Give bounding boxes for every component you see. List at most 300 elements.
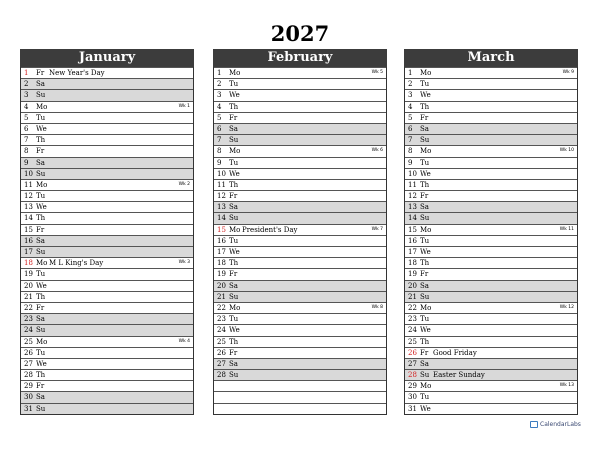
day-number: 15 bbox=[408, 225, 417, 234]
day-number: 24 bbox=[408, 326, 417, 335]
day-number: 30 bbox=[24, 393, 33, 402]
day-number: 20 bbox=[217, 281, 226, 290]
weekday: Fr bbox=[420, 192, 429, 201]
day-number: 2 bbox=[24, 80, 29, 89]
day-number: 10 bbox=[24, 169, 33, 178]
weekday: Mo bbox=[420, 69, 432, 77]
weekday: Sa bbox=[229, 281, 238, 290]
day-number: 3 bbox=[408, 91, 413, 100]
weekday: Sa bbox=[229, 359, 238, 368]
weekday: Su bbox=[229, 292, 239, 301]
day-number: 8 bbox=[408, 147, 413, 156]
day-row bbox=[21, 336, 193, 347]
day-row bbox=[405, 145, 577, 156]
day-row bbox=[405, 78, 577, 89]
weekday: We bbox=[420, 248, 431, 256]
weekday: Fr bbox=[229, 348, 238, 357]
weekday: Tu bbox=[420, 80, 430, 89]
day-row bbox=[405, 201, 577, 212]
weekday: Sa bbox=[420, 124, 429, 133]
day-number: 24 bbox=[24, 326, 33, 335]
weekday: Sa bbox=[36, 80, 45, 89]
weekday: Th bbox=[420, 102, 430, 111]
month-days bbox=[404, 67, 578, 415]
day-row bbox=[214, 201, 386, 212]
weekday: Tu bbox=[420, 236, 430, 245]
day-row bbox=[21, 369, 193, 380]
weekday: Su bbox=[229, 136, 239, 145]
weekday: Fr bbox=[229, 270, 238, 279]
day-number: 31 bbox=[408, 404, 417, 413]
weekday: Tu bbox=[229, 158, 239, 167]
day-number: 2 bbox=[217, 80, 222, 89]
day-number: 10 bbox=[408, 169, 417, 178]
weekday: Th bbox=[36, 136, 46, 145]
day-row bbox=[405, 67, 577, 78]
day-number: 26 bbox=[217, 348, 226, 357]
weekday: Su bbox=[36, 169, 46, 178]
day-row bbox=[214, 291, 386, 302]
day-row bbox=[405, 391, 577, 402]
weekday: We bbox=[229, 169, 240, 178]
day-row bbox=[405, 179, 577, 190]
day-number: 19 bbox=[217, 270, 226, 279]
day-row bbox=[21, 302, 193, 313]
day-number: 9 bbox=[408, 158, 413, 167]
weekday: Mo bbox=[36, 102, 48, 111]
day-row bbox=[405, 101, 577, 112]
weekday: Sa bbox=[420, 359, 429, 368]
weekday: Sa bbox=[420, 203, 429, 212]
day-row bbox=[21, 347, 193, 358]
weekday: Sa bbox=[420, 281, 429, 290]
day-row bbox=[405, 190, 577, 201]
day-number: 21 bbox=[24, 292, 33, 301]
weekday: Mo bbox=[36, 259, 48, 268]
weekday: Th bbox=[229, 102, 239, 111]
day-row bbox=[405, 403, 577, 414]
weekday: Mo bbox=[229, 147, 241, 156]
day-number: 2 bbox=[408, 80, 413, 89]
day-number: 25 bbox=[24, 337, 33, 346]
week-number: Wk 9 bbox=[562, 70, 574, 75]
brand-name: CalendarLabs bbox=[540, 420, 581, 428]
day-number: 3 bbox=[217, 91, 222, 100]
day-row bbox=[214, 101, 386, 112]
weekday: Sa bbox=[36, 315, 45, 324]
weekday: Mo bbox=[36, 337, 48, 346]
weekday: Th bbox=[229, 180, 239, 189]
weekday: Su bbox=[420, 292, 430, 301]
empty-day-row bbox=[214, 391, 386, 402]
weekday: Mo bbox=[420, 303, 432, 312]
day-number: 14 bbox=[408, 214, 417, 223]
day-row bbox=[21, 257, 193, 268]
day-number: 21 bbox=[217, 292, 226, 301]
day-number: 18 bbox=[408, 259, 417, 268]
day-row bbox=[214, 123, 386, 134]
day-number: 11 bbox=[217, 180, 226, 189]
day-number: 13 bbox=[217, 203, 226, 212]
weekday: Th bbox=[229, 337, 239, 346]
day-row bbox=[214, 134, 386, 145]
day-row bbox=[21, 358, 193, 369]
week-number: Wk 5 bbox=[371, 70, 383, 75]
day-number: 12 bbox=[217, 192, 226, 201]
week-number: Wk 3 bbox=[178, 260, 190, 266]
day-row bbox=[405, 268, 577, 279]
day-row bbox=[21, 246, 193, 257]
weekday: Tu bbox=[36, 113, 46, 122]
day-number: 8 bbox=[217, 147, 222, 156]
week-number: Wk 11 bbox=[559, 226, 574, 232]
day-number: 12 bbox=[24, 192, 33, 201]
day-number: 20 bbox=[24, 281, 33, 290]
day-row bbox=[21, 101, 193, 112]
weekday: Sa bbox=[229, 203, 238, 212]
day-row bbox=[214, 235, 386, 246]
weekday: Tu bbox=[420, 315, 430, 324]
day-number: 9 bbox=[217, 158, 222, 167]
day-row bbox=[21, 268, 193, 279]
day-number: 6 bbox=[408, 124, 413, 133]
day-number: 9 bbox=[24, 158, 29, 167]
day-number: 24 bbox=[217, 326, 226, 335]
day-row bbox=[405, 112, 577, 123]
day-number: 4 bbox=[24, 102, 29, 111]
weekday: Su bbox=[420, 214, 430, 223]
weekday: Su bbox=[229, 214, 239, 223]
day-row bbox=[21, 380, 193, 391]
day-number: 15 bbox=[24, 225, 33, 234]
day-row bbox=[21, 89, 193, 100]
weekday: We bbox=[229, 326, 240, 335]
day-row bbox=[405, 358, 577, 369]
weekday: Tu bbox=[36, 192, 46, 201]
day-number: 10 bbox=[217, 169, 226, 178]
month-days bbox=[213, 67, 387, 415]
day-number: 8 bbox=[24, 147, 29, 156]
day-number: 28 bbox=[217, 371, 226, 380]
day-row bbox=[214, 324, 386, 335]
day-row bbox=[214, 302, 386, 313]
weekday: Th bbox=[420, 337, 430, 346]
weekday: Sa bbox=[229, 124, 238, 133]
day-row bbox=[214, 89, 386, 100]
day-row bbox=[21, 391, 193, 402]
day-number: 28 bbox=[408, 371, 417, 380]
day-number: 25 bbox=[217, 337, 226, 346]
weekday: Tu bbox=[420, 158, 430, 167]
day-row bbox=[405, 280, 577, 291]
day-number: 5 bbox=[217, 113, 222, 122]
day-number: 22 bbox=[24, 303, 33, 312]
day-row bbox=[405, 123, 577, 134]
month-header: February bbox=[213, 49, 387, 67]
weekday: Fr bbox=[36, 382, 45, 391]
day-number: 31 bbox=[24, 404, 33, 413]
weekday: Th bbox=[36, 292, 46, 301]
day-number: 27 bbox=[217, 359, 226, 368]
weekday: We bbox=[420, 91, 431, 100]
day-number: 22 bbox=[408, 303, 417, 312]
empty-day-row bbox=[214, 403, 386, 414]
day-row bbox=[405, 212, 577, 223]
holiday-label: President's Day bbox=[242, 225, 298, 234]
day-row bbox=[214, 224, 386, 235]
week-number: Wk 1 bbox=[178, 103, 190, 109]
day-row bbox=[214, 347, 386, 358]
day-row bbox=[21, 145, 193, 156]
day-number: 27 bbox=[24, 359, 33, 368]
day-row bbox=[21, 134, 193, 145]
calendar-year-title: 2027 bbox=[270, 21, 330, 46]
day-number: 26 bbox=[24, 348, 33, 357]
day-row bbox=[21, 224, 193, 235]
day-number: 15 bbox=[217, 225, 226, 234]
day-number: 22 bbox=[217, 303, 226, 312]
day-row bbox=[214, 369, 386, 380]
day-row bbox=[405, 347, 577, 358]
weekday: Mo bbox=[36, 180, 48, 189]
day-row bbox=[214, 67, 386, 78]
weekday: Tu bbox=[36, 270, 46, 279]
day-number: 17 bbox=[24, 248, 33, 256]
weekday: Mo bbox=[229, 69, 241, 77]
day-number: 6 bbox=[24, 124, 29, 133]
day-row bbox=[214, 78, 386, 89]
day-row bbox=[21, 212, 193, 223]
day-row bbox=[405, 369, 577, 380]
weekday: Su bbox=[36, 326, 46, 335]
weekday: Mo bbox=[420, 147, 432, 156]
day-row bbox=[21, 168, 193, 179]
day-row bbox=[405, 246, 577, 257]
day-row bbox=[214, 336, 386, 347]
week-number: Wk 8 bbox=[371, 304, 383, 310]
day-number: 18 bbox=[24, 259, 33, 268]
weekday: Su bbox=[36, 91, 46, 100]
day-number: 20 bbox=[408, 281, 417, 290]
weekday: We bbox=[36, 359, 47, 368]
day-row bbox=[214, 212, 386, 223]
calendar-icon bbox=[530, 421, 538, 428]
day-row bbox=[214, 313, 386, 324]
day-row bbox=[21, 157, 193, 168]
week-number: Wk 12 bbox=[559, 304, 574, 310]
weekday: We bbox=[229, 91, 240, 100]
weekday: We bbox=[36, 281, 47, 290]
day-row bbox=[405, 134, 577, 145]
weekday: Mo bbox=[229, 225, 241, 234]
day-row bbox=[405, 257, 577, 268]
day-number: 14 bbox=[24, 214, 33, 223]
month-header: March bbox=[404, 49, 578, 67]
day-number: 27 bbox=[408, 359, 417, 368]
day-number: 4 bbox=[217, 102, 222, 111]
day-number: 3 bbox=[24, 91, 29, 100]
weekday: Su bbox=[420, 371, 430, 380]
day-number: 23 bbox=[217, 315, 226, 324]
day-number: 7 bbox=[408, 136, 413, 145]
weekday: Fr bbox=[229, 113, 238, 122]
weekday: Fr bbox=[36, 69, 45, 77]
day-number: 26 bbox=[408, 348, 417, 357]
day-number: 4 bbox=[408, 102, 413, 111]
day-number: 13 bbox=[408, 203, 417, 212]
day-number: 23 bbox=[408, 315, 417, 324]
day-row bbox=[405, 157, 577, 168]
day-number: 11 bbox=[24, 180, 33, 189]
day-number: 11 bbox=[408, 180, 417, 189]
weekday: Tu bbox=[229, 80, 239, 89]
weekday: Sa bbox=[36, 393, 45, 402]
day-row bbox=[405, 235, 577, 246]
day-row bbox=[214, 280, 386, 291]
weekday: Th bbox=[229, 259, 239, 268]
weekday: We bbox=[420, 404, 431, 413]
day-row bbox=[21, 313, 193, 324]
weekday: Fr bbox=[420, 348, 429, 357]
weekday: Tu bbox=[36, 348, 46, 357]
day-row bbox=[405, 89, 577, 100]
day-number: 23 bbox=[24, 315, 33, 324]
weekday: Tu bbox=[420, 393, 430, 402]
week-number: Wk 13 bbox=[559, 383, 574, 389]
weekday: Th bbox=[420, 259, 430, 268]
day-number: 19 bbox=[24, 270, 33, 279]
month-days bbox=[20, 67, 194, 415]
day-row bbox=[21, 403, 193, 414]
day-number: 21 bbox=[408, 292, 417, 301]
empty-day-row bbox=[214, 380, 386, 391]
weekday: We bbox=[36, 203, 47, 212]
day-number: 5 bbox=[408, 113, 413, 122]
weekday: Fr bbox=[229, 192, 238, 201]
day-number: 29 bbox=[408, 382, 417, 391]
day-number: 7 bbox=[217, 136, 222, 145]
day-row bbox=[21, 112, 193, 123]
day-number: 17 bbox=[408, 248, 417, 256]
day-row bbox=[214, 112, 386, 123]
day-row bbox=[21, 78, 193, 89]
weekday: Fr bbox=[36, 303, 45, 312]
day-row bbox=[214, 157, 386, 168]
day-row bbox=[405, 336, 577, 347]
day-row bbox=[214, 358, 386, 369]
day-number: 13 bbox=[24, 203, 33, 212]
weekday: Fr bbox=[420, 113, 429, 122]
holiday-label: Good Friday bbox=[433, 348, 477, 357]
day-number: 25 bbox=[408, 337, 417, 346]
day-row bbox=[21, 235, 193, 246]
weekday: Sa bbox=[36, 236, 45, 245]
day-row bbox=[405, 313, 577, 324]
weekday: Su bbox=[229, 371, 239, 380]
day-row bbox=[21, 324, 193, 335]
day-row bbox=[214, 257, 386, 268]
day-number: 1 bbox=[217, 69, 222, 77]
day-number: 28 bbox=[24, 371, 33, 380]
day-number: 5 bbox=[24, 113, 29, 122]
weekday: Su bbox=[36, 248, 46, 256]
month-february bbox=[213, 49, 387, 415]
month-header: January bbox=[20, 49, 194, 67]
day-number: 29 bbox=[24, 382, 33, 391]
month-march bbox=[404, 49, 578, 415]
weekday: We bbox=[420, 169, 431, 178]
day-row bbox=[405, 324, 577, 335]
weekday: We bbox=[229, 248, 240, 256]
day-row bbox=[21, 280, 193, 291]
day-row bbox=[214, 190, 386, 201]
day-number: 1 bbox=[408, 69, 413, 77]
weekday: Th bbox=[36, 371, 46, 380]
holiday-label: M L King's Day bbox=[49, 259, 104, 268]
weekday: Mo bbox=[420, 225, 432, 234]
week-number: Wk 2 bbox=[178, 181, 190, 187]
day-row bbox=[214, 179, 386, 190]
day-number: 16 bbox=[24, 236, 33, 245]
weekday: Fr bbox=[420, 270, 429, 279]
day-number: 16 bbox=[217, 236, 226, 245]
weekday: Su bbox=[36, 404, 46, 413]
day-row bbox=[21, 67, 193, 78]
day-row bbox=[214, 246, 386, 257]
day-row bbox=[21, 291, 193, 302]
weekday: We bbox=[36, 124, 47, 133]
weekday: Fr bbox=[36, 147, 45, 156]
day-number: 17 bbox=[217, 248, 226, 256]
weekday: Sa bbox=[36, 158, 45, 167]
day-row bbox=[214, 145, 386, 156]
month-january bbox=[20, 49, 194, 415]
weekday: Mo bbox=[420, 382, 432, 391]
weekday: Th bbox=[36, 214, 46, 223]
day-row bbox=[214, 168, 386, 179]
day-number: 19 bbox=[408, 270, 417, 279]
day-row bbox=[214, 268, 386, 279]
day-row bbox=[21, 123, 193, 134]
day-row bbox=[21, 190, 193, 201]
day-number: 14 bbox=[217, 214, 226, 223]
weekday: Fr bbox=[36, 225, 45, 234]
day-number: 30 bbox=[408, 393, 417, 402]
brand-logo[interactable] bbox=[530, 419, 581, 429]
day-number: 18 bbox=[217, 259, 226, 268]
day-row bbox=[405, 291, 577, 302]
weekday: Tu bbox=[229, 315, 239, 324]
day-row bbox=[405, 168, 577, 179]
holiday-label: Easter Sunday bbox=[433, 371, 485, 380]
weekday: Su bbox=[420, 136, 430, 145]
day-number: 1 bbox=[24, 69, 29, 77]
day-row bbox=[21, 201, 193, 212]
weekday: Mo bbox=[229, 303, 241, 312]
weekday: We bbox=[420, 326, 431, 335]
day-row bbox=[405, 224, 577, 235]
day-number: 6 bbox=[217, 124, 222, 133]
weekday: Tu bbox=[229, 236, 239, 245]
week-number: Wk 4 bbox=[178, 338, 190, 344]
weekday: Th bbox=[420, 180, 430, 189]
day-number: 16 bbox=[408, 236, 417, 245]
week-number: Wk 10 bbox=[559, 148, 574, 154]
week-number: Wk 7 bbox=[371, 226, 383, 232]
day-number: 12 bbox=[408, 192, 417, 201]
day-row bbox=[21, 179, 193, 190]
holiday-label: New Year's Day bbox=[49, 69, 105, 77]
